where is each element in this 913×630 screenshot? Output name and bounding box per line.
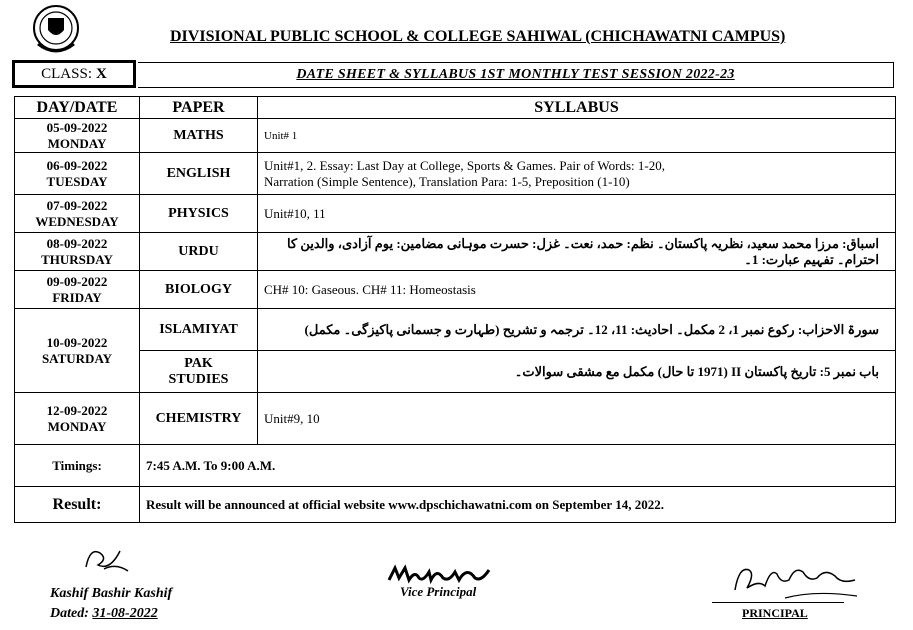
date-text: 05-09-2022 [46,119,108,135]
paper-line: STUDIES [168,371,229,387]
paper-cell: CHEMISTRY [140,393,258,445]
principal-signature-line [712,602,844,603]
paper-cell: BIOLOGY [140,271,258,309]
table-row [15,195,896,233]
day-text: TUESDAY [46,173,108,189]
timings-value: 7:45 A.M. To 9:00 A.M. [140,445,896,487]
day-date-cell [15,153,140,195]
class-value: X [96,65,107,82]
syllabus-line: Narration (Simple Sentence), Translation Para: 1-5, Preposition (1-10) [264,173,630,189]
date-text: 06-09-2022 [46,157,108,173]
date-text: 08-09-2022 [46,235,108,251]
syllabus-cell: CH# 10: Gaseous. CH# 11: Homeostasis [258,271,896,309]
result-value: Result will be announced at official website www.dpschichawatni.com on September 14, 2022. [140,487,896,523]
day-text: SATURDAY [41,350,113,366]
date-text: 09-09-2022 [46,273,108,289]
dated-label: Dated: [50,606,89,621]
signatory-date [50,606,158,622]
table-row [15,271,896,309]
paper-cell [140,351,258,393]
table-header-row [15,97,896,119]
signatory-name: Kashif Bashir Kashif [50,586,173,601]
syllabus-cell: باب نمبر 5: تاریخ پاکستان II (1971 تا حال) مکمل مع مشقی سوالات۔ [258,351,896,393]
day-text: MONDAY [47,418,107,434]
day-date-cell [15,393,140,445]
day-date-cell [15,195,140,233]
class-label: CLASS: [41,65,92,82]
syllabus-cell: Unit# 1 [258,119,896,153]
table-row [15,393,896,445]
paper-line: PAK [184,355,213,371]
syllabus-cell: اسباق: مرزا محمد سعید، نظریہ پاکستان۔ نظم: حمد، نعت۔ غزل: حسرت موہانی مضامین: یوم آزادی، والدین کا احترام۔ تفہیم عبارت: 1۔ [258,233,896,271]
result-row [15,487,896,523]
day-text: FRIDAY [52,289,102,305]
paper-cell: URDU [140,233,258,271]
syllabus-cell: Unit#9, 10 [258,393,896,445]
principal-label: PRINCIPAL [742,606,808,620]
document-title: DATE SHEET & SYLLABUS 1ST MONTHLY TEST SESSION 2022-23 [138,62,894,88]
table-row [15,153,896,195]
day-date-cell [15,119,140,153]
paper-cell: ENGLISH [140,153,258,195]
column-header-day-date: DAY/DATE [15,97,140,119]
syllabus-cell: سورۃ الاحزاب: رکوع نمبر 1، 2 مکمل۔ احادیث: 11، 12۔ ترجمہ و تشریح (طہارت و جسمانی پاکیزگی۔ مکمل) [258,309,896,351]
day-text: MONDAY [47,135,107,151]
day-date-cell [15,271,140,309]
timings-label: Timings: [15,445,140,487]
paper-cell: ISLAMIYAT [140,309,258,351]
syllabus-cell [258,153,896,195]
date-text: 12-09-2022 [46,402,108,418]
school-crest-icon [28,4,84,58]
paper-cell: MATHS [140,119,258,153]
day-date-cell [15,233,140,271]
column-header-syllabus: SYLLABUS [258,97,896,119]
signature-kashif-icon [80,541,132,575]
syllabus-cell: Unit#10, 11 [258,195,896,233]
table-row [15,351,896,393]
result-label: Result: [15,487,140,523]
table-row [15,119,896,153]
timings-row [15,445,896,487]
vice-principal-label: Vice Principal [400,584,477,599]
table-row [15,309,896,351]
syllabus-line: Unit#1, 2. Essay: Last Day at College, Sports & Games. Pair of Words: 1-20, [264,157,665,173]
paper-cell: PHYSICS [140,195,258,233]
dated-value: 31-08-2022 [92,606,158,621]
signature-principal-icon [725,560,865,605]
date-text: 07-09-2022 [46,197,108,213]
date-text: 10-09-2022 [46,334,108,350]
day-text: THURSDAY [41,251,113,267]
school-name: DIVISIONAL PUBLIC SCHOOL & COLLEGE SAHIWAL (CHICHAWATNI CAMPUS) [170,28,786,45]
table-row [15,233,896,271]
date-sheet-table [14,96,896,523]
class-box [12,60,136,88]
column-header-paper: PAPER [140,97,258,119]
day-text: WEDNESDAY [35,213,119,229]
day-date-cell [15,309,140,393]
